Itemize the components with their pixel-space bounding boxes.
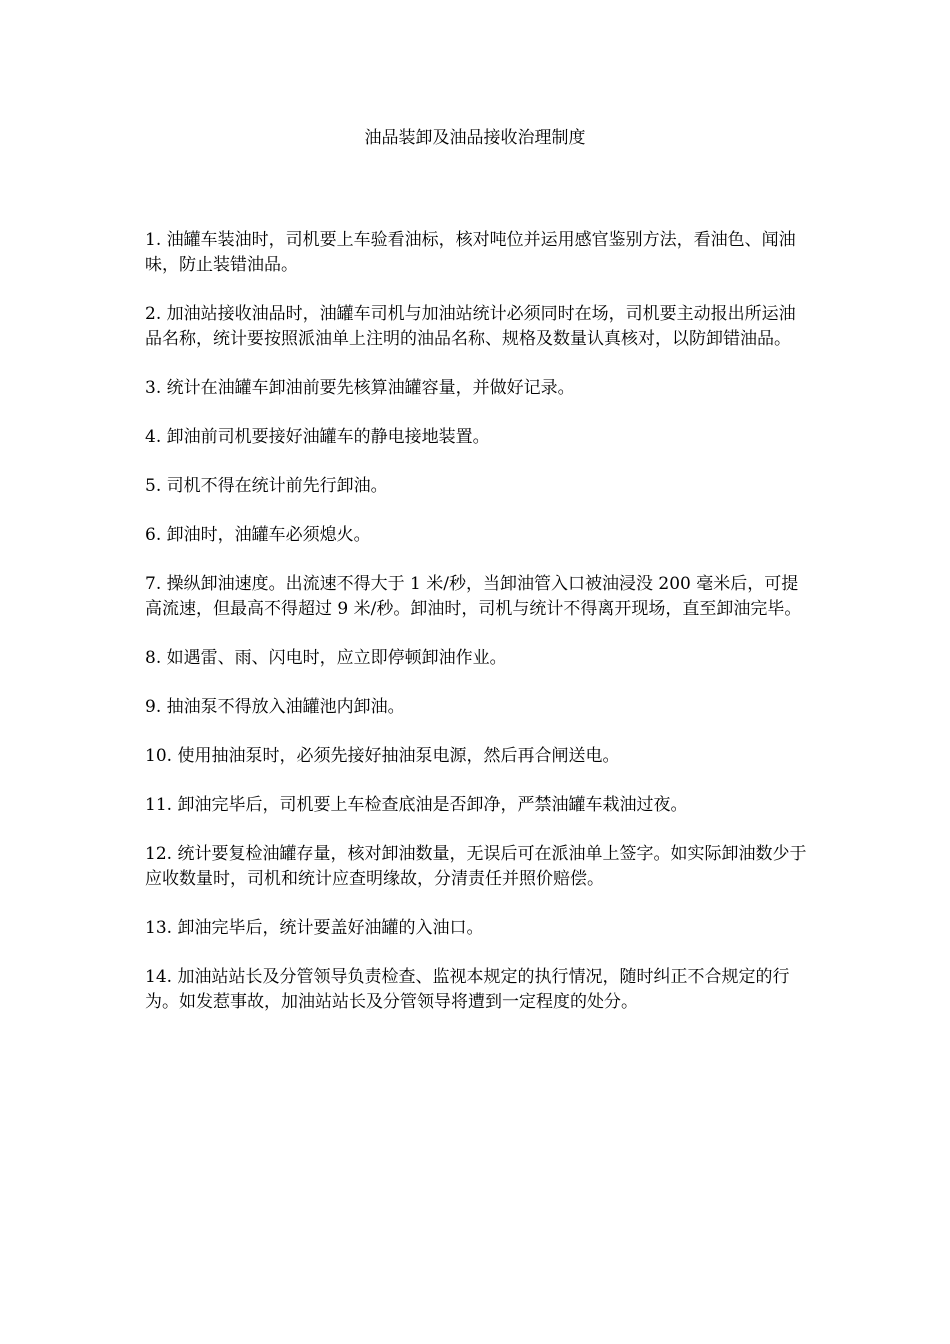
paragraph-12: 12. 统计要复检油罐存量，核对卸油数量，无误后可在派油单上签字。如实际卸油数少于应收数量时，司机和统计应查明缘故，分清责任并照价赔偿。	[145, 844, 807, 889]
paragraph-3: 3. 统计在油罐车卸油前要先核算油罐容量，并做好记录。	[145, 378, 575, 398]
paragraph-11: 11. 卸油完毕后，司机要上车检查底油是否卸净，严禁油罐车栽油过夜。	[145, 795, 688, 815]
paragraph-5: 5. 司机不得在统计前先行卸油。	[145, 476, 388, 496]
paragraph-8: 8. 如遇雷、雨、闪电时，应立即停顿卸油作业。	[145, 648, 507, 668]
paragraph-6: 6. 卸油时，油罐车必须熄火。	[145, 525, 371, 545]
paragraph-14: 14. 加油站站长及分管领导负责检查、监视本规定的执行情况，随时纠正不合规定的行为。如发惹事故，加油站站长及分管领导将遭到一定程度的处分。	[145, 967, 790, 1012]
document-title: 油品装卸及油品接收治理制度	[364, 128, 586, 148]
paragraph-2: 2. 加油站接收油品时，油罐车司机与加油站统计必须同时在场，司机要主动报出所运油品名称，统计要按照派油单上注明的油品名称、规格及数量认真核对，以防卸错油品。	[145, 304, 796, 349]
paragraph-10: 10. 使用抽油泵时，必须先接好抽油泵电源，然后再合闸送电。	[145, 746, 620, 766]
document-body	[145, 228, 810, 1039]
paragraph-13: 13. 卸油完毕后，统计要盖好油罐的入油口。	[145, 918, 484, 938]
paragraph-1: 1. 油罐车装油时，司机要上车验看油标，核对吨位并运用感官鉴别方法，看油色、闻油味，防止装错油品。	[145, 230, 796, 275]
paragraph-7: 7. 操纵卸油速度。出流速不得大于 1 米/秒，当卸油管入口被油浸没 200 毫米后，可提高流速，但最高不得超过 9 米/秒。卸油时，司机与统计不得离开现场，直至卸油完毕。	[145, 574, 802, 619]
paragraph-4: 4. 卸油前司机要接好油罐车的静电接地装置。	[145, 427, 490, 447]
paragraph-9: 9. 抽油泵不得放入油罐池内卸油。	[145, 697, 405, 717]
